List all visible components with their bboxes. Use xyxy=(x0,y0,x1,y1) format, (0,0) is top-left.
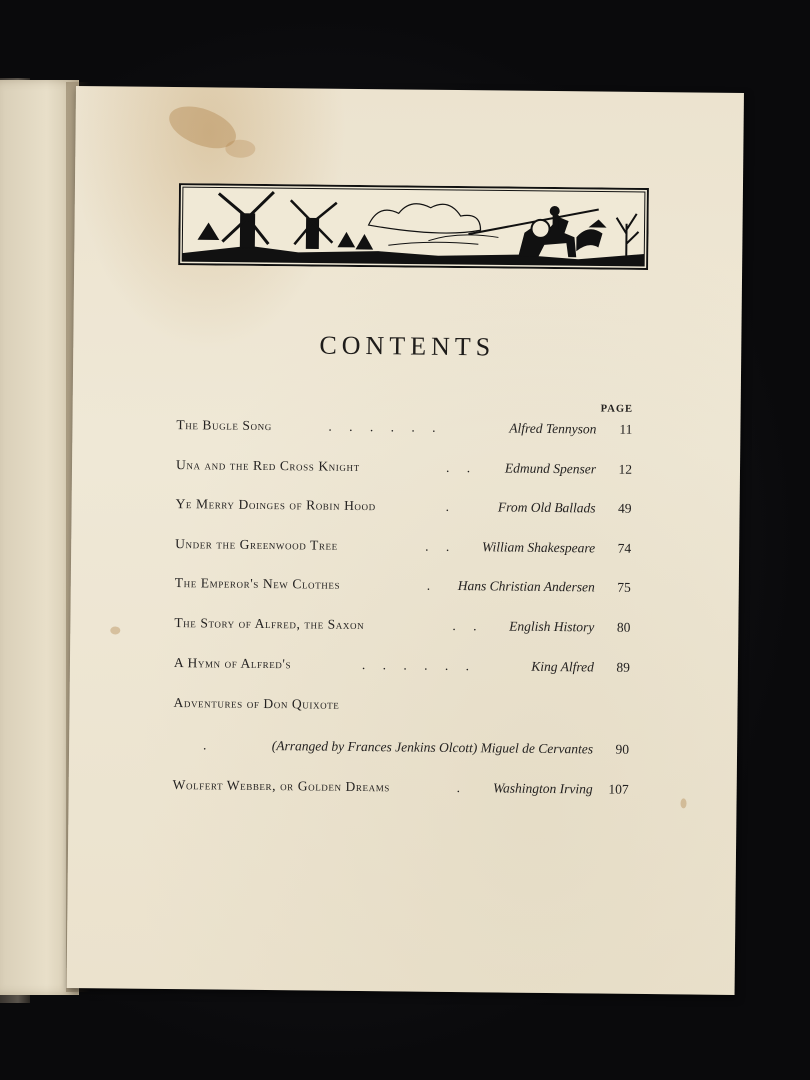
toc-entry xyxy=(174,655,630,682)
toc-entry-page-number: 80 xyxy=(616,619,631,635)
toc-entry-page-number: 107 xyxy=(608,781,629,797)
toc-entry-title: A Hymn of Alfred's xyxy=(173,655,292,672)
toc-dot-leader: . xyxy=(456,780,468,796)
toc-entry-author: Alfred Tennyson xyxy=(509,420,597,437)
toc-dot-leader: . xyxy=(445,498,457,515)
don-quixote-windmill-illustration-icon xyxy=(178,183,649,270)
toc-entry-page-number: 75 xyxy=(617,579,631,595)
toc-entry-page-number: 12 xyxy=(618,461,633,477)
toc-dot-leader: . . xyxy=(452,617,484,634)
toc-entry-author: (Arranged by Frances Jenkins Olcott) Miguel de Cervantes xyxy=(271,738,594,757)
toc-entry-author: From Old Ballads xyxy=(497,499,596,516)
toc-entry xyxy=(175,496,631,523)
toc-entry-page-number: 89 xyxy=(616,659,631,675)
toc-dot-leader: . . xyxy=(445,459,478,476)
toc-entry xyxy=(176,457,632,484)
toc-entry-title: Adventures of Don Quixote xyxy=(173,695,340,712)
toc-entry-author: Hans Christian Andersen xyxy=(457,578,595,595)
toc-entry-author: William Shakespeare xyxy=(482,539,596,556)
toc-entry-page-number: 11 xyxy=(619,421,633,437)
toc-entry-title: Una and the Red Cross Knight xyxy=(175,457,360,474)
toc-entry xyxy=(173,777,629,804)
toc-entry-title: Wolfert Webber, or Golden Dreams xyxy=(172,777,391,795)
contents-page xyxy=(67,86,744,995)
toc-entry xyxy=(176,417,632,444)
page-title: CONTENTS xyxy=(319,330,496,362)
page-column-label: PAGE xyxy=(600,403,634,415)
toc-dot-leader: . xyxy=(203,737,214,753)
toc-entry xyxy=(173,737,629,764)
toc-entry-title: The Bugle Song xyxy=(176,417,272,434)
toc-entry xyxy=(174,615,630,642)
water-stain xyxy=(225,140,255,158)
toc-entry-author: Edmund Spenser xyxy=(504,460,597,477)
toc-entry-page-number: 90 xyxy=(615,741,630,757)
toc-entry-page-number: 49 xyxy=(618,500,632,516)
foxing-spot xyxy=(110,626,120,634)
toc-entry-title: The Emperor's New Clothes xyxy=(174,575,341,592)
toc-entry-author: King Alfred xyxy=(531,658,595,675)
foxing-spot xyxy=(680,798,686,808)
toc-entry-title: The Story of Alfred, the Saxon xyxy=(174,615,365,633)
toc-entry-title: Ye Merry Doinges of Robin Hood xyxy=(175,496,376,514)
toc-entry xyxy=(173,695,629,722)
toc-dot-leader: . . . . . . xyxy=(328,418,443,435)
toc-entry-title: Under the Greenwood Tree xyxy=(175,536,338,553)
toc-entry-author: English History xyxy=(509,618,595,635)
toc-dot-leader: . . . . . . xyxy=(361,657,477,674)
toc-entry xyxy=(175,536,631,563)
toc-dot-leader: . . xyxy=(425,538,457,555)
toc-entry xyxy=(175,575,631,602)
toc-entry-author: Washington Irving xyxy=(492,780,593,797)
toc-entry-page-number: 74 xyxy=(617,540,632,556)
toc-dot-leader: . xyxy=(426,577,438,593)
